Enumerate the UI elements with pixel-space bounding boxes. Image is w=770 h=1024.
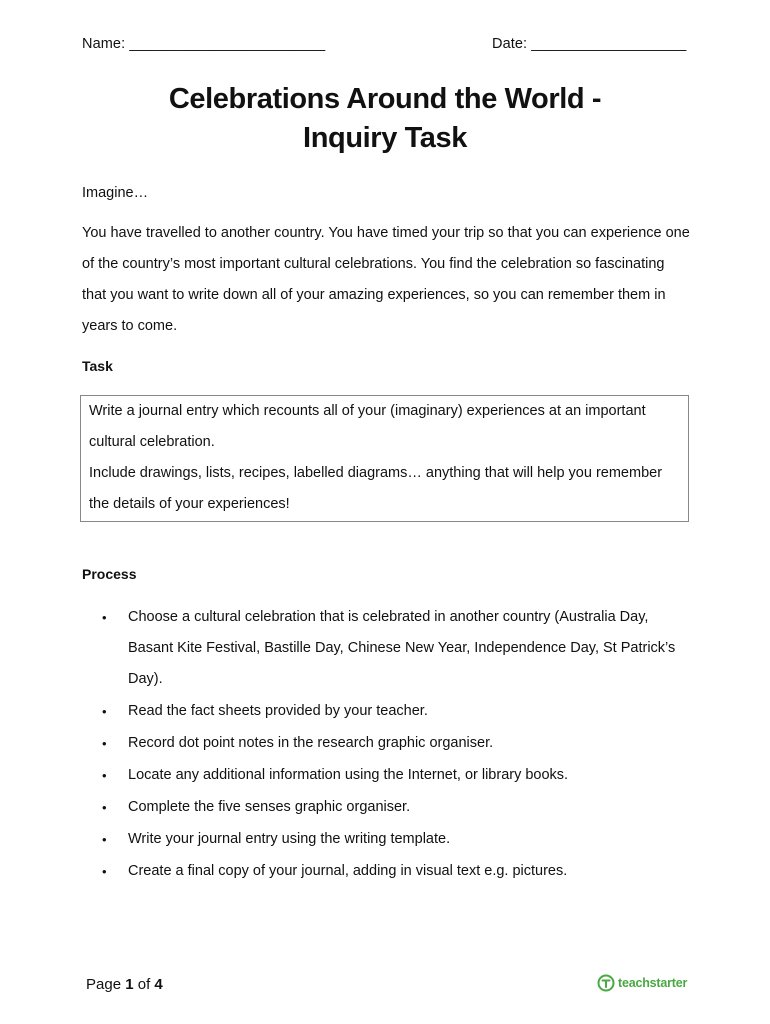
page-word: Page [86, 976, 122, 993]
page-number [86, 976, 163, 993]
teachstarter-logo-text: teachstarter [618, 976, 688, 990]
title-line-1: Celebrations Around the World - [168, 83, 602, 115]
process-list [82, 602, 692, 888]
list-item-text: Create a final copy of your journal, adding in visual text e.g. pictures. [128, 863, 568, 879]
list-item [82, 760, 692, 791]
list-item [82, 856, 692, 887]
intro-paragraph: You have travelled to another country. You have timed your trip so that you can experience one of the country’s most important cultural celebrations. You find the celebration so fascinating that you want to write down all of your amazing experiences, so you can remember them in years to come. [82, 225, 690, 334]
list-item [82, 602, 692, 695]
page-title [0, 80, 770, 158]
bullet-icon: • [102, 736, 107, 751]
of-word: of [137, 976, 151, 993]
bullet-icon: • [102, 610, 107, 625]
bullet-icon: • [102, 864, 107, 879]
bullet-icon: • [102, 832, 107, 847]
teachstarter-logo-icon [597, 974, 615, 992]
process-heading: Process [82, 566, 137, 582]
page-total: 4 [154, 976, 163, 993]
list-item-text: Complete the five senses graphic organiser. [128, 799, 411, 815]
name-field-label: Name: ________________________ [82, 36, 326, 52]
task-box [80, 395, 689, 522]
list-item-text: Read the fact sheets provided by your teacher. [128, 703, 428, 719]
list-item [82, 696, 692, 727]
page-current: 1 [125, 976, 134, 993]
task-heading: Task [82, 358, 113, 374]
bullet-icon: • [102, 800, 107, 815]
list-item [82, 728, 692, 759]
date-field-label: Date: ___________________ [492, 36, 687, 52]
list-item-text: Write your journal entry using the writing template. [128, 831, 451, 847]
list-item [82, 792, 692, 823]
list-item-text: Locate any additional information using the Internet, or library books. [128, 767, 569, 783]
list-item [82, 824, 692, 855]
teachstarter-logo [597, 974, 687, 992]
list-item-text: Record dot point notes in the research graphic organiser. [128, 735, 494, 751]
imagine-text: Imagine… [82, 185, 149, 201]
title-line-2: Inquiry Task [303, 122, 467, 154]
task-line-2: Include drawings, lists, recipes, labelled diagrams… anything that will help you remember the details of your experiences! [89, 465, 663, 512]
bullet-icon: • [102, 768, 107, 783]
list-item-text: Choose a cultural celebration that is celebrated in another country (Australia Day, Basant Kite Festival, Bastille Day, Chinese New Year, Independence Day, St Patrick’s Day). [128, 609, 676, 687]
task-line-1: Write a journal entry which recounts all of your (imaginary) experiences at an important cultural celebration. [89, 403, 646, 450]
bullet-icon: • [102, 704, 107, 719]
